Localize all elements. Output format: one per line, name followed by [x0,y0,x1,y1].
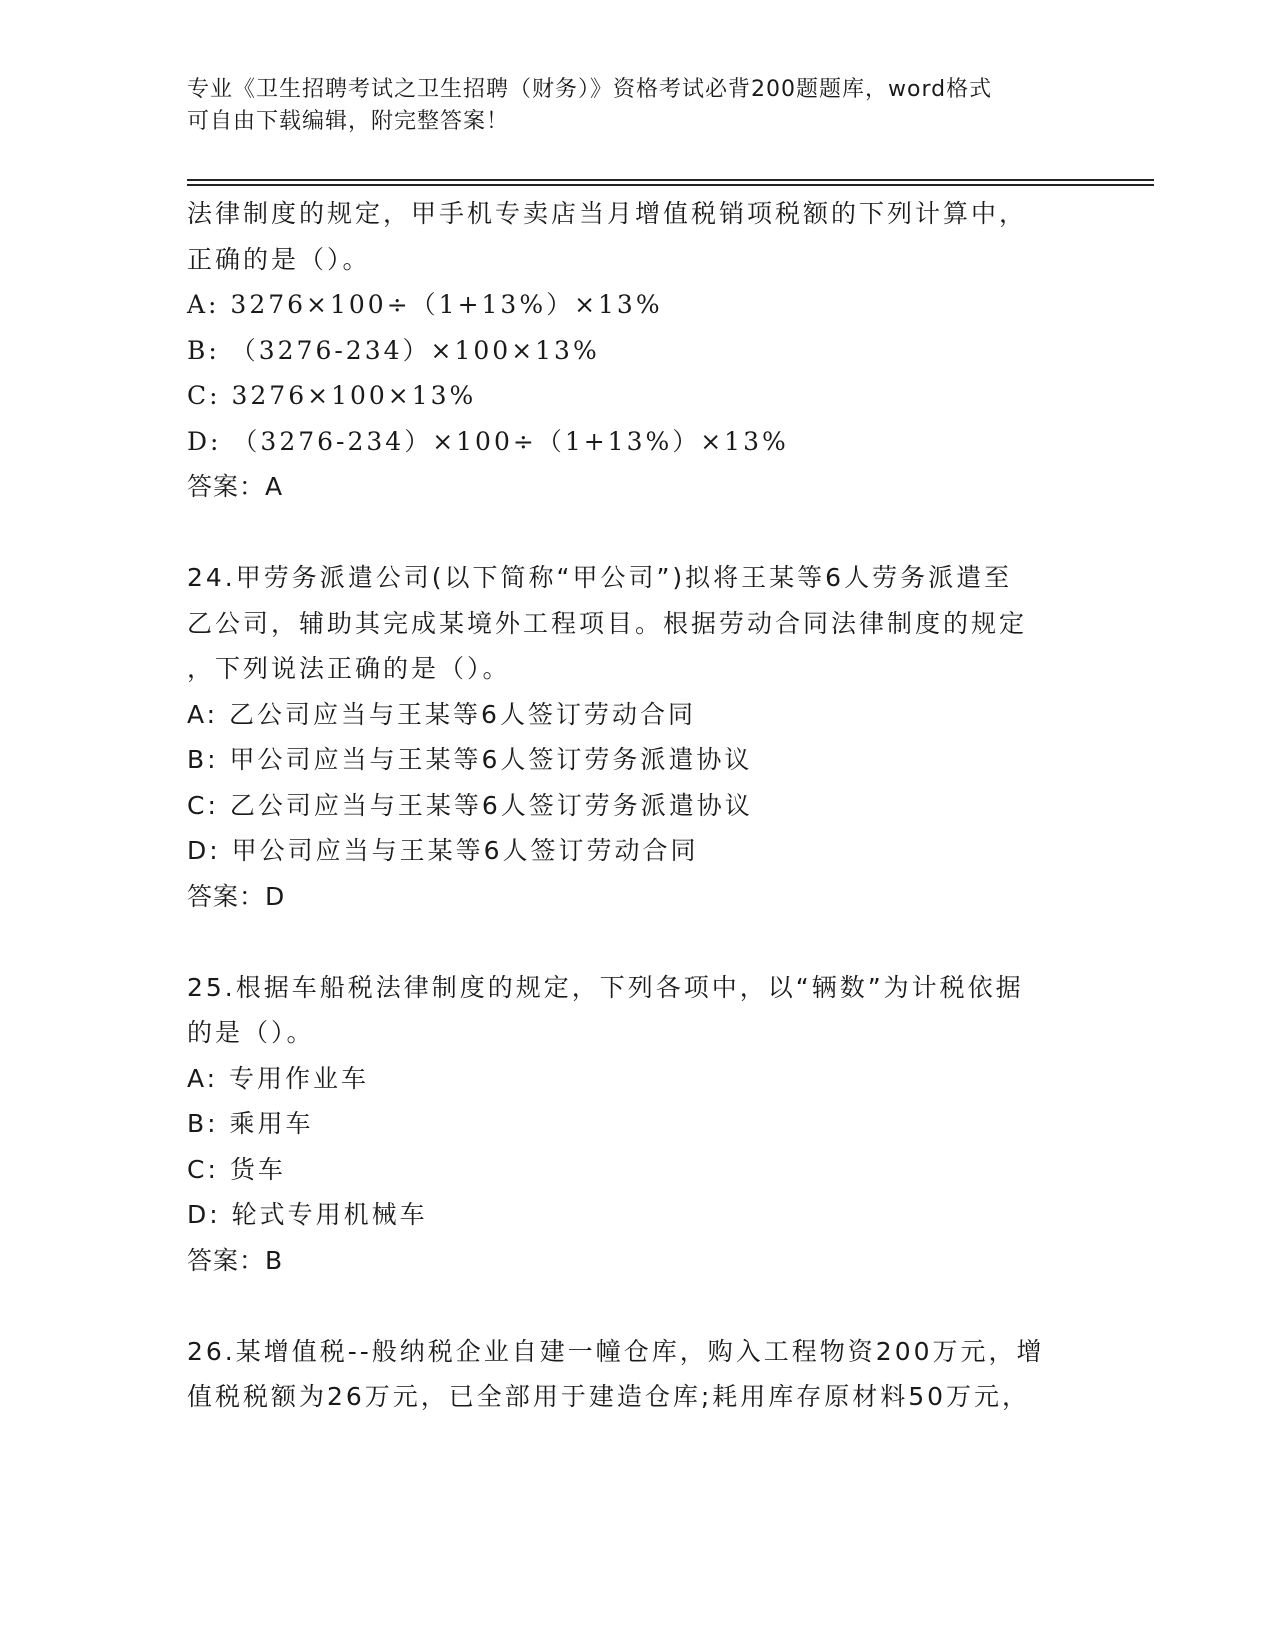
answer-label: 答案：A [187,472,284,501]
question-stem-line: 正确的是（）。 [187,244,371,274]
question-25 [187,965,1087,1284]
option-b: B: 甲公司应当与王某等6人签订劳务派遣协议 [187,745,753,774]
question-list [187,191,1087,1420]
question-stem-line: 乙公司，辅助其完成某境外工程项目。根据劳动合同法律制度的规定 [187,608,1028,638]
question-stem-line: 25.根据车船税法律制度的规定，下列各项中，以“辆数”为计税依据 [187,972,1024,1002]
option-d: D: 轮式专用机械车 [187,1200,428,1229]
question-26 [187,1329,1087,1420]
question-stem-line: 值税税额为26万元，已全部用于建造仓库;耗用库存原材料50万元， [187,1382,1031,1411]
answer-label: 答案：D [187,881,286,911]
question-stem-line: 26.某增值税--般纳税企业自建一幢仓库，购入工程物资200万元，增 [187,1336,1045,1366]
header-divider-top [187,179,1154,181]
question-24 [187,555,1087,919]
question-23 [187,191,1087,510]
option-a: A: 3276×100÷（1+13%）×13% [187,290,663,319]
question-stem-line: 24.甲劳务派遣公司(以下简称“甲公司”)拟将王某等6人劳务派遣至 [187,563,1013,592]
option-b: B: （3276-234）×100×13% [187,335,600,365]
option-d: D: （3276-234）×100÷（1+13%）×13% [187,426,789,456]
question-stem-line: 法律制度的规定，甲手机专卖店当月增值税销项税额的下列计算中， [187,199,1028,228]
spacer [187,919,1087,965]
header-title-line-1: 专业《卫生招聘考试之卫生招聘（财务）》资格考试必背200题题库，word格式 [187,77,993,102]
option-c: C: 货车 [187,1154,286,1184]
header-divider-bottom [187,184,1154,186]
spacer [187,1283,1087,1329]
spacer [187,510,1087,556]
option-d: D: 甲公司应当与王某等6人签订劳动合同 [187,836,699,865]
header-title-line-2: 可自由下载编辑，附完整答案！ [187,109,510,134]
option-c: C: 3276×100×13% [187,381,477,410]
answer-label: 答案：B [187,1245,284,1275]
option-a: A: 专用作业车 [187,1063,370,1093]
option-c: C: 乙公司应当与王某等6人签订劳务派遣协议 [187,790,753,820]
question-stem-line: ，下列说法正确的是（）。 [187,654,511,683]
option-a: A: 乙公司应当与王某等6人签订劳动合同 [187,699,696,729]
option-b: B: 乘用车 [187,1109,314,1138]
document-header [187,74,1087,138]
question-stem-line: 的是（）。 [187,1018,315,1047]
